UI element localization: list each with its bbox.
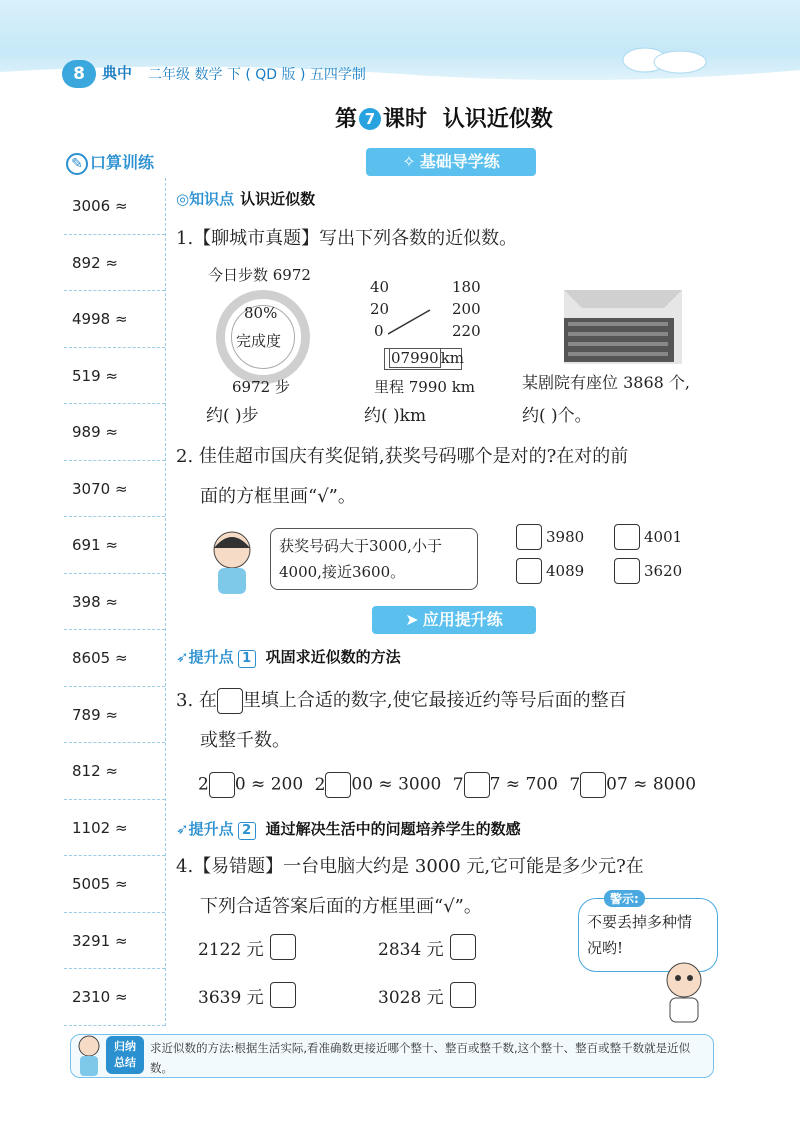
oral-item[interactable]: 691 ≈: [64, 517, 165, 574]
oral-item[interactable]: 4998 ≈: [64, 291, 165, 348]
boy-icon: [660, 960, 710, 1024]
section-banner-basic: ✧ 基础导学练: [366, 148, 536, 176]
book-title: 二年级 数学 下 ( QD 版 ) 五四学制: [148, 67, 366, 83]
ring-percent: 80%: [244, 304, 278, 322]
digit-box[interactable]: [325, 772, 351, 798]
oral-item[interactable]: 892 ≈: [64, 235, 165, 292]
oral-item[interactable]: 2310 ≈: [64, 969, 165, 1026]
q4-stem-line2: 下列合适答案后面的方框里画“√”。: [200, 896, 482, 917]
option-4089[interactable]: 4089: [516, 558, 584, 584]
answer-seats[interactable]: 约( )个。: [522, 406, 592, 426]
dial-label: 40: [370, 278, 390, 296]
option-2122[interactable]: 2122 元: [198, 934, 300, 960]
oral-item[interactable]: 398 ≈: [64, 574, 165, 631]
dial-label: 0: [374, 322, 384, 340]
rocket-icon: ➶: [176, 648, 189, 666]
oral-item[interactable]: 5005 ≈: [64, 856, 165, 913]
upgrade-point-2: ➶提升点 2 通过解决生活中的问题培养学生的数感: [176, 820, 521, 838]
rocket-icon: ➤: [405, 610, 419, 629]
answer-box: [217, 688, 243, 714]
dial-label: 200: [452, 300, 481, 318]
digit-box[interactable]: [464, 772, 490, 798]
page-number: 8: [62, 60, 96, 88]
lesson-name: 认识近似数: [442, 107, 553, 132]
q1-stem: 1.【聊城市真题】写出下列各数的近似数。: [176, 228, 518, 249]
dial-label: 20: [370, 300, 390, 318]
q3-stem-line2: 或整千数。: [200, 730, 290, 751]
option-2834[interactable]: 2834 元: [378, 934, 480, 960]
section-banner-apply: ➤ 应用提升练: [372, 606, 536, 634]
lesson-prefix: 第: [335, 107, 358, 132]
oral-item[interactable]: 3006 ≈: [64, 178, 165, 235]
oral-item[interactable]: 3070 ≈: [64, 461, 165, 518]
digit-box[interactable]: [580, 772, 606, 798]
oral-item[interactable]: 8605 ≈: [64, 630, 165, 687]
q3-stem: 3. 在 里填上合适的数字,使它最接近约等号后面的整百: [176, 688, 627, 714]
lesson-number: 7: [359, 108, 381, 130]
theater-image: [564, 290, 682, 364]
warning-bubble: 不要丢掉多种情 况哟!: [578, 898, 718, 972]
option-3980[interactable]: 3980: [516, 524, 584, 550]
option-3639[interactable]: 3639 元: [198, 982, 300, 1008]
ring-label: 完成度: [236, 332, 282, 350]
upgrade-point-1: ➶提升点 1 巩固求近似数的方法: [176, 648, 401, 666]
child-icon: [74, 1034, 104, 1078]
option-3028[interactable]: 3028 元: [378, 982, 480, 1008]
answer-km[interactable]: 约( )km: [364, 406, 427, 426]
lesson-suffix: 课时: [383, 107, 428, 132]
theater-caption: 某剧院有座位 3868 个,: [522, 373, 690, 392]
knowledge-point: ◎知识点 认识近似数: [176, 190, 316, 208]
brand-logo: 典中: [102, 64, 133, 82]
dial-needle: [388, 306, 448, 336]
lesson-title: [335, 102, 553, 133]
summary-badge: 归纳 总结: [106, 1036, 144, 1074]
dial-label: 180: [452, 278, 481, 296]
oral-item[interactable]: 3291 ≈: [64, 913, 165, 970]
q4-stem-line1: 4.【易错题】一台电脑大约是 3000 元,它可能是多少元?在: [176, 856, 644, 877]
q3-items: 2 0 ≈ 200 2 00 ≈ 3000 7 7 ≈ 700 7 07 ≈ 8000: [198, 772, 696, 798]
option-4001[interactable]: 4001: [614, 524, 682, 550]
oral-training-list: [64, 178, 166, 1026]
warning-label: 警示:: [604, 890, 645, 907]
pencil-icon: ✎: [66, 153, 88, 175]
option-3620[interactable]: 3620: [614, 558, 682, 584]
summary-text: 求近似数的方法:根据生活实际,看准确数更接近哪个整十、整百或整千数,这个整十、整百或整千数就是近似数。: [150, 1041, 691, 1075]
theater-seats-icon: [564, 290, 682, 364]
dial-label: 220: [452, 322, 481, 340]
steps-value: 6972 步: [232, 378, 290, 396]
oral-item[interactable]: 812 ≈: [64, 743, 165, 800]
digit-box[interactable]: [209, 772, 235, 798]
steps-caption: 今日步数 6972: [208, 266, 311, 284]
target-icon: ◎: [176, 190, 190, 208]
rocket-icon: ➶: [176, 820, 189, 838]
girl-icon: [202, 526, 266, 596]
odometer: 07990 km: [384, 348, 462, 370]
cloud-icon: [605, 40, 725, 80]
oral-training-label: ✎ 口算训练: [66, 150, 154, 175]
compass-icon: ✧: [402, 152, 416, 171]
q2-stem-line1: 2. 佳佳超市国庆有奖促销,获奖号码哪个是对的?在对的前: [176, 446, 629, 467]
answer-steps[interactable]: 约( )步: [206, 406, 259, 426]
oral-item[interactable]: 989 ≈: [64, 404, 165, 461]
q2-stem-line2: 面的方框里画“√”。: [200, 486, 356, 507]
mileage-caption: 里程 7990 km: [374, 378, 476, 396]
oral-item[interactable]: 1102 ≈: [64, 800, 165, 857]
speech-bubble: 获奖号码大于3000,小于 4000,接近3600。: [270, 528, 478, 590]
oral-item[interactable]: 519 ≈: [64, 348, 165, 405]
oral-item[interactable]: 789 ≈: [64, 687, 165, 744]
